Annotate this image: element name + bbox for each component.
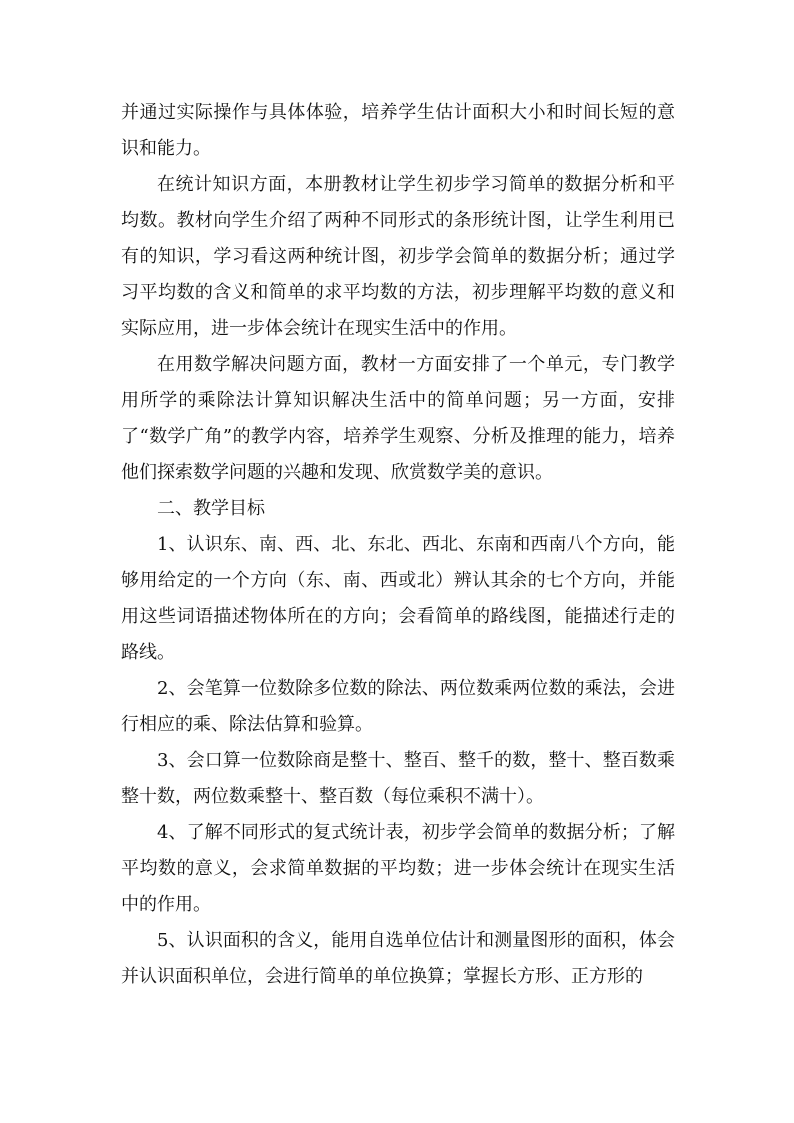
document-body [121, 95, 675, 995]
goal-item-2: 2、会笔算一位数除多位数的除法、两位数乘两位数的乘法，会进行相应的乘、除法估算和验算。 [121, 678, 675, 735]
goal-item-5: 5、认识面积的含义，能用自选单位估计和测量图形的面积，体会并认识面积单位，会进行简单的单位换算；掌握长方形、正方形的 [121, 930, 675, 987]
paragraph-1: 并通过实际操作与具体体验，培养学生估计面积大小和时间长短的意识和能力。 [121, 102, 675, 159]
paragraph-2: 在统计知识方面，本册教材让学生初步学习简单的数据分析和平均数。教材向学生介绍了两种不同形式的条形统计图，让学生利用已有的知识，学习看这两种统计图，初步学会简单的数据分析；通过学习平均数的含义和简单的求平均数的方法，初步理解平均数的意义和实际应用，进一步体会统计在现实生活中的作用。 [121, 174, 675, 339]
paragraph-3: 在用数学解决问题方面，教材一方面安排了一个单元，专门教学用所学的乘除法计算知识解决生活中的简单问题；另一方面，安排了“数学广角”的教学内容，培养学生观察、分析及推理的能力，培养他们探索数学问题的兴趣和发现、欣赏数学美的意识。 [121, 354, 675, 483]
goal-item-1: 1、认识东、南、西、北、东北、西北、东南和西南八个方向，能够用给定的一个方向（东、南、西或北）辨认其余的七个方向，并能用这些词语描述物体所在的方向；会看简单的路线图，能描述行走的路线。 [121, 534, 675, 663]
section-heading: 二、教学目标 [157, 498, 265, 519]
goal-item-3: 3、会口算一位数除商是整十、整百、整千的数，整十、整百数乘整十数，两位数乘整十、整百数（每位乘积不满十）。 [121, 750, 675, 807]
goal-item-4: 4、了解不同形式的复式统计表，初步学会简单的数据分析；了解平均数的意义，会求简单数据的平均数；进一步体会统计在现实生活中的作用。 [121, 822, 675, 915]
